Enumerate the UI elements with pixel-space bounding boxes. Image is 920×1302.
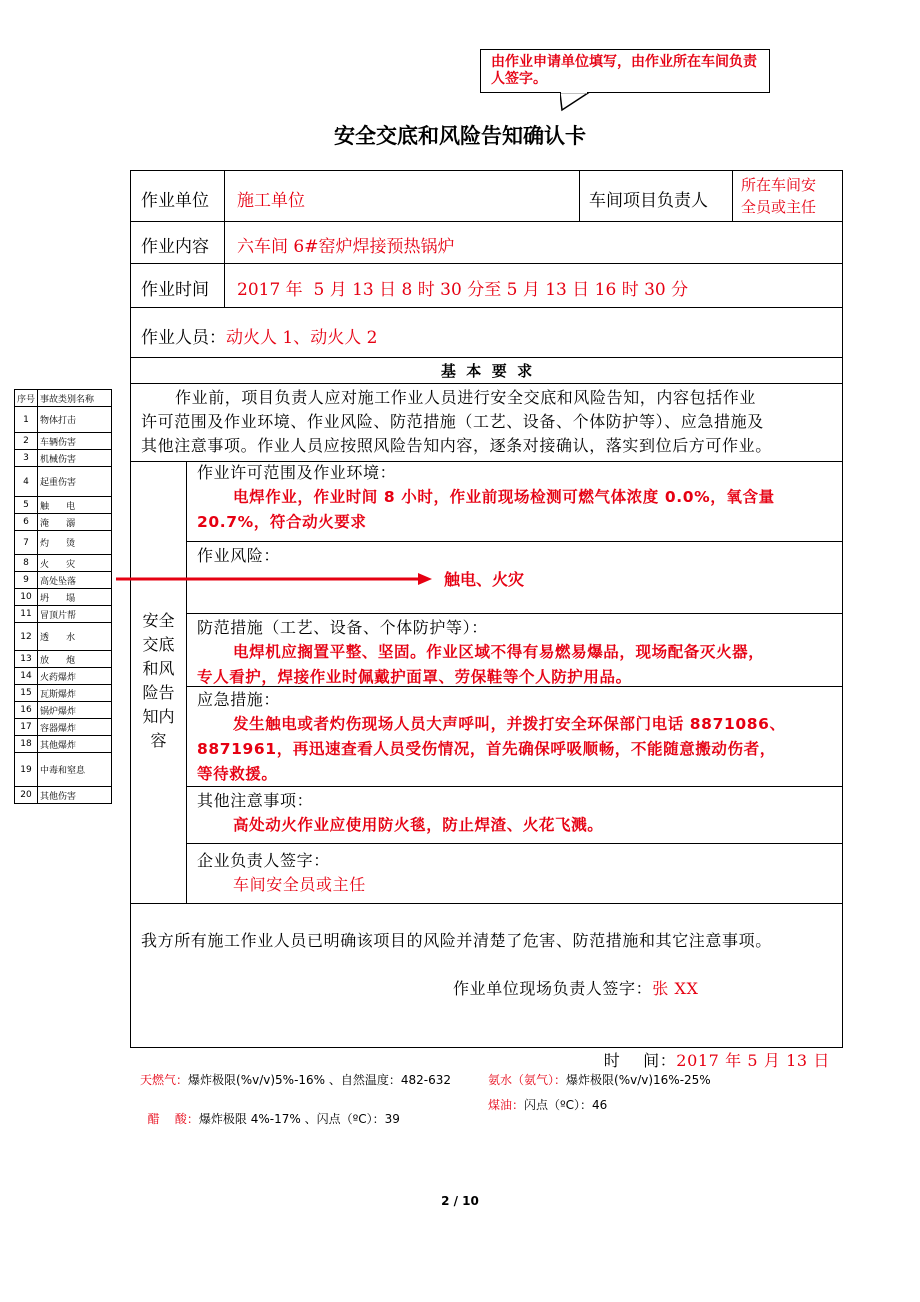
accident-category-table: 序号 事故类别名称 1 物体打击 2 车辆伤害 3 机械伤害 4 起重伤害 5 触 电 6 淹 溺 7 灼 烫 8 火 灾 9 高处坠落 10 坍 塌 11 冒顶片帮 12 透 水 13 放 炮 14 火药爆炸 15 瓦斯爆炸 16 锅炉爆炸 17 容器爆炸 18 其他爆炸 19 中毒和窒息 20 其他伤害 xyxy=(14,389,112,804)
footnote-ammonia: 氨水（氨气）：爆炸极限(%v/v)16%-25% xyxy=(488,1073,711,1087)
emergency-section: 应急措施： 发生触电或者灼伤现场人员大声呼叫，并拨打安全环保部门电话 8871086、 8871961，再迅速查看人员受伤情况，首先确保呼吸顺畅，不能随意搬动伤者， 等待救援。 xyxy=(197,690,786,783)
site-signer: 作业单位现场负责人签字：张 XX xyxy=(453,979,699,998)
unit-label: 作业单位 xyxy=(141,191,209,211)
time-label: 作业时间 xyxy=(141,280,209,300)
footnote-natural-gas: 天燃气：爆炸极限(%v/v)5%-16% 、自然温度：482-632 xyxy=(140,1073,452,1087)
content-label: 作业内容 xyxy=(141,237,209,257)
scope-section: 作业许可范围及作业环境： 电焊作业，作业时间 8 小时，作业前现场检测可燃气体浓度 0.0%，氧含量 20.7%，符合动火要求 xyxy=(197,463,775,531)
manager-label: 车间项目负责人 xyxy=(589,191,708,211)
risk-label: 作业风险： xyxy=(197,546,281,565)
risk-value: 触电、火灾 xyxy=(444,570,525,589)
confirm-date: 时 间：2017 年 5 月 13 日 xyxy=(603,1051,830,1070)
workers-value: 动火人 1、动火人 2 xyxy=(226,328,378,348)
confirm-statement: 我方所有施工作业人员已明确该项目的风险并清楚了危害、防范措施和其它注意事项。 xyxy=(141,931,772,950)
workers-label: 作业人员： xyxy=(141,328,226,348)
safety-disclosure-label: 安全 交底 和风 险告 知内 容 xyxy=(142,611,175,750)
emergency-label: 应急措施： xyxy=(197,690,281,709)
basic-text: 作业前，项目负责人应对施工作业人员进行安全交底和风险告知，内容包括作业 许可范围及作业环境、作业风险、防范措施（工艺、设备、个体防护等）、应急措施及 其他注意事项。作业人员应按照风险告知内容，逐条对接确认，落实到位后方可作业。 xyxy=(141,388,772,455)
manager-value: 所在车间安 全员或主任 xyxy=(741,176,817,216)
signature-section: 企业负责人签字： 车间安全员或主任 xyxy=(197,851,366,894)
basic-heading: 基 本 要 求 xyxy=(440,362,533,380)
prevention-section: 防范措施（工艺、设备、个体防护等）： 电焊机应搁置平整、坚固。作业区域不得有易燃易爆品，现场配备灭火器， 专人看护，焊接作业时佩戴护面罩、劳保鞋等个人防护用品。 xyxy=(197,618,765,686)
other-section: 其他注意事项： 高处动火作业应使用防火毯，防止焊渣、火花飞溅。 xyxy=(197,791,604,834)
page-number: 2 / 10 xyxy=(441,1194,479,1208)
instruction-callout: 由作业申请单位填写，由作业所在车间负责人签字。 xyxy=(480,49,770,93)
prevention-label: 防范措施（工艺、设备、个体防护等）： xyxy=(197,618,488,637)
footnote-acetic-acid: 醋 酸：爆炸极限 4%-17% 、闪点（ºC）：39 xyxy=(147,1112,400,1126)
signature-label: 企业负责人签字： xyxy=(197,851,330,870)
unit-value: 施工单位 xyxy=(237,191,305,211)
other-label: 其他注意事项： xyxy=(197,791,314,810)
risk-arrow xyxy=(116,570,436,588)
callout-pointer xyxy=(560,92,600,112)
page-title: 安全交底和风险告知确认卡 xyxy=(334,124,586,148)
footnote-kerosene: 煤油：闪点（ºC）：46 xyxy=(488,1098,608,1112)
time-value: 2017 年 5 月 13 日 8 时 30 分至 5 月 13 日 16 时 30 分 xyxy=(237,280,689,300)
form-frame xyxy=(130,170,843,1070)
scope-label: 作业许可范围及作业环境： xyxy=(197,463,397,482)
content-value: 六车间 6#窑炉焊接预热锅炉 xyxy=(237,237,455,257)
workers-row xyxy=(141,323,377,348)
